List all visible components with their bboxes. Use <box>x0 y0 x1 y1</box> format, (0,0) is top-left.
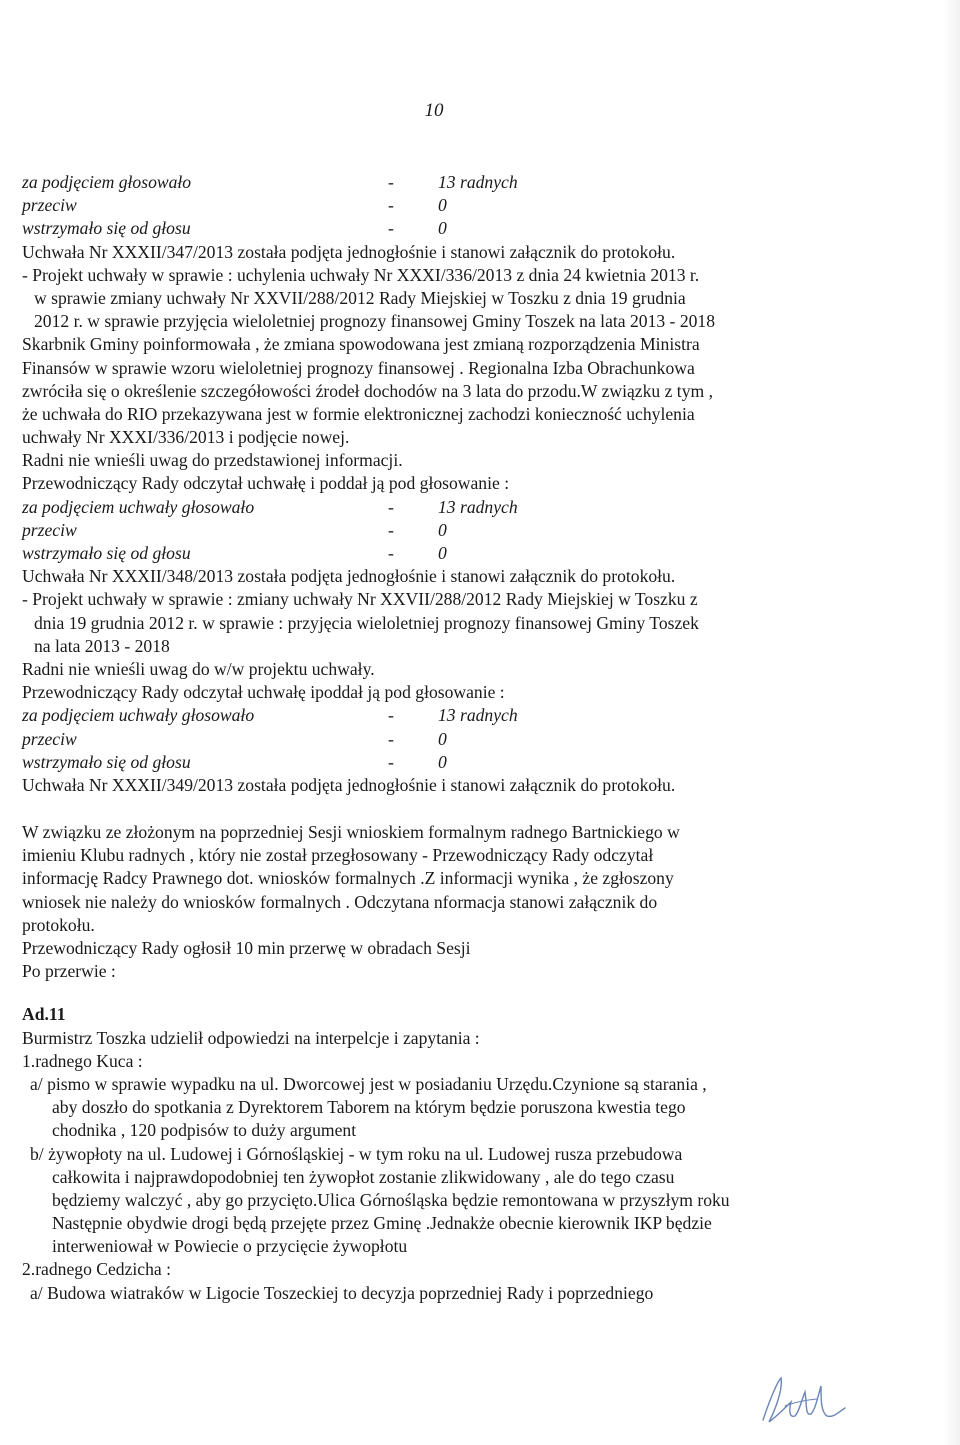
text-line: Radni nie wnieśli uwag do w/w projektu uchwały. <box>22 658 375 679</box>
vote-against-value: 0 <box>438 728 447 749</box>
list-item: a/ Budowa wiatraków w Ligocie Toszeckiej to decyzja poprzedniej Rady i poprzedniego <box>30 1282 654 1303</box>
list-item: a/ pismo w sprawie wypadku na ul. Dworcowej jest w posiadaniu Urzędu.Czynione są starania , <box>30 1073 707 1094</box>
text-line: informację Radcy Prawnego dot. wniosków formalnych .Z informacji wynika , że zgłoszony <box>22 868 674 889</box>
text-line: na lata 2013 - 2018 <box>34 635 170 656</box>
page-number: 10 <box>424 100 444 121</box>
text-line: Burmistrz Toszka udzielił odpowiedzi na interpelcje i zapytania : <box>22 1027 480 1048</box>
text-line: 1.radnego Kuca : <box>22 1050 143 1071</box>
document-body <box>22 171 852 1305</box>
text-line: Finansów w sprawie wzoru wieloletniej prognozy finansowej . Regionalna Izba Obrachunkowa <box>22 357 695 378</box>
vote-for-label: za podjęciem uchwały głosowało <box>22 705 255 726</box>
vote-for-row <box>22 171 852 194</box>
vote-abstain-label: wstrzymało się od głosu <box>22 751 191 772</box>
text-line: - Projekt uchwały w sprawie : zmiany uchwały Nr XXVII/288/2012 Rady Miejskiej w Toszku z <box>22 589 698 610</box>
vote-for-row <box>22 704 852 727</box>
text-line: w sprawie zmiany uchwały Nr XXVII/288/2012 Rady Miejskiej w Toszku z dnia 19 grudnia <box>34 287 686 308</box>
vote-abstain-value: 0 <box>438 218 447 239</box>
text-line: całkowita i najprawdopodobniej ten żywopłot zostanie zlikwidowany , ale do tego czasu <box>52 1166 675 1187</box>
vote-for-row <box>22 496 852 519</box>
text-line: aby doszło do spotkania z Dyrektorem Taborem na którym będzie poruszona kwestia tego <box>52 1097 686 1118</box>
vote-dash: - <box>388 519 394 540</box>
vote-against-label: przeciw <box>22 519 77 540</box>
vote-abstain-row <box>22 217 852 240</box>
text-line: że uchwała do RIO przekazywana jest w formie elektronicznej zachodzi konieczność uchylenia <box>22 403 695 424</box>
text-line: interweniował w Powiecie o przycięcie żywopłotu <box>52 1236 408 1257</box>
text-line: Uchwała Nr XXXII/349/2013 została podjęta jednogłośnie i stanowi załącznik do protokołu. <box>22 774 676 795</box>
vote-for-value: 13 radnych <box>438 172 518 192</box>
vote-for-value: 13 radnych <box>438 496 518 517</box>
text-line: Przewodniczący Rady odczytał uchwałę ipoddał ją pod głosowanie : <box>22 682 505 703</box>
vote-dash: - <box>388 705 394 726</box>
text-line: Przewodniczący Rady ogłosił 10 min przerwę w obradach Sesji <box>22 938 471 958</box>
vote-against-value: 0 <box>438 195 447 216</box>
vote-dash: - <box>388 172 394 192</box>
vote-dash: - <box>388 195 394 216</box>
vote-against-label: przeciw <box>22 195 77 216</box>
text-line: Przewodniczący Rady odczytał uchwałę i poddał ją pod głosowanie : <box>22 473 510 494</box>
text-line: - Projekt uchwały w sprawie : uchylenia uchwały Nr XXXI/336/2013 z dnia 24 kwietnia 2013 r. <box>22 264 700 285</box>
vote-abstain-label: wstrzymało się od głosu <box>22 218 191 239</box>
vote-dash: - <box>388 496 394 517</box>
text-line: chodnika , 120 podpisów to duży argument <box>52 1120 357 1141</box>
spacer <box>22 797 852 821</box>
vote-for-label: za podjęciem uchwały głosowało <box>22 496 255 517</box>
text-line: Po przerwie : <box>22 961 116 982</box>
section-heading: Ad.11 <box>22 1004 66 1025</box>
vote-dash: - <box>388 728 394 749</box>
text-line: protokołu. <box>22 914 95 935</box>
vote-abstain-value: 0 <box>438 751 447 772</box>
text-line: zwróciła się o określenie szczegółowości źrodeł dochodów na 3 lata do przodu.W związku z tym , <box>22 380 713 401</box>
text-line: dnia 19 grudnia 2012 r. w sprawie : przyjęcia wieloletniej prognozy finansowej Gminy Toszek <box>34 612 699 633</box>
text-line: uchwały Nr XXXI/336/2013 i podjęcie nowej. <box>22 427 350 448</box>
text-line: wniosek nie należy do wniosków formalnych . Odczytana nformacja stanowi załącznik do <box>22 891 658 912</box>
text-line: Następnie obydwie drogi będą przejęte przez Gminę .Jednakże obecnie kierownik IKP będzie <box>52 1213 712 1234</box>
spacer <box>22 983 852 1003</box>
vote-for-value: 13 radnych <box>438 705 518 726</box>
text-line: 2.radnego Cedzicha : <box>22 1259 171 1280</box>
vote-abstain-row <box>22 751 852 774</box>
vote-abstain-row <box>22 542 852 565</box>
text-line: imieniu Klubu radnych , który nie został przegłosowany - Przewodniczący Rady odczytał <box>22 845 654 866</box>
text-line: 2012 r. w sprawie przyjęcia wieloletniej prognozy finansowej Gminy Toszek na lata 2013 - 2018 <box>34 311 716 332</box>
vote-dash: - <box>388 751 394 772</box>
list-item: b/ żywopłoty na ul. Ludowej i Górnośląskiej - w tym roku na ul. Ludowej rusza przebudowa <box>30 1143 683 1164</box>
vote-against-value: 0 <box>438 519 447 540</box>
text-line: Radni nie wnieśli uwag do przedstawionej informacji. <box>22 450 403 471</box>
vote-dash: - <box>388 218 394 239</box>
text-line: będziemy walczyć , aby go przycięto.Ulica Górnośląska będzie remontowana w przyszłym roku <box>52 1189 730 1210</box>
text-line: Uchwała Nr XXXII/347/2013 została podjęta jednogłośnie i stanowi załącznik do protokołu. <box>22 241 676 262</box>
vote-against-row <box>22 194 852 217</box>
vote-abstain-label: wstrzymało się od głosu <box>22 543 191 563</box>
vote-dash: - <box>388 543 394 563</box>
vote-against-row <box>22 728 852 751</box>
vote-abstain-value: 0 <box>438 543 447 563</box>
handwritten-signature <box>755 1372 850 1427</box>
text-line: Uchwała Nr XXXII/348/2013 została podjęta jednogłośnie i stanowi załącznik do protokołu. <box>22 566 676 587</box>
vote-against-label: przeciw <box>22 728 77 749</box>
vote-for-label: za podjęciem głosowało <box>22 172 192 192</box>
text-line: W związku ze złożonym na poprzedniej Sesji wnioskiem formalnym radnego Bartnickiego w <box>22 822 680 843</box>
vote-against-row <box>22 519 852 542</box>
scan-edge-shadow <box>942 0 960 1445</box>
text-line: Skarbnik Gminy poinformowała , że zmiana spowodowana jest zmianą rozporządzenia Ministra <box>22 334 700 355</box>
